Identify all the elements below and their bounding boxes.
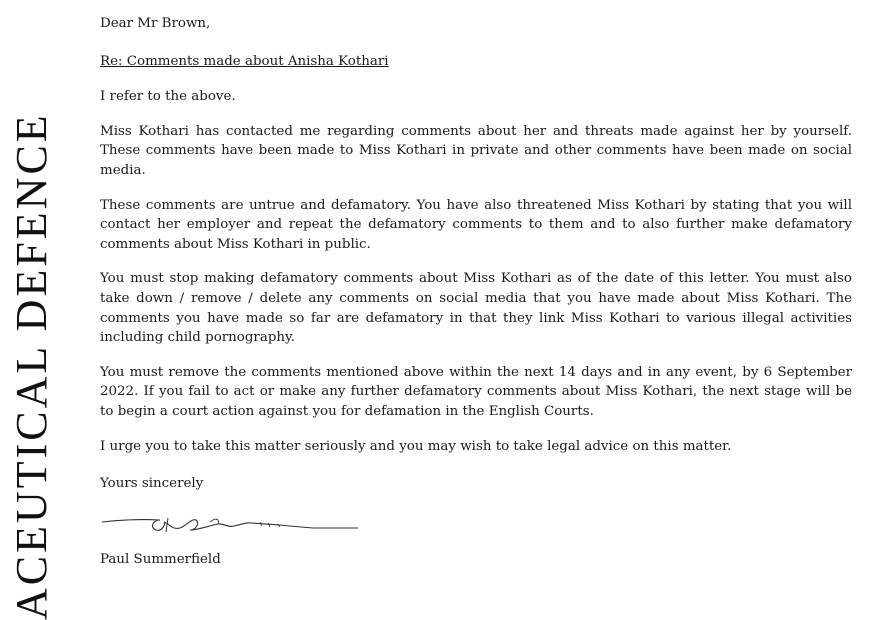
- paragraph: I refer to the above.: [100, 89, 236, 105]
- salutation: Dear Mr Brown,: [100, 16, 211, 31]
- paragraph: I urge you to take this matter seriously and you may wish to take legal advice on this matter.: [100, 438, 732, 454]
- letter-body: [100, 14, 852, 494]
- closing: Yours sincerely: [100, 476, 204, 492]
- paragraph: You must stop making defamatory comments about Miss Kothari as of the date of this letter. You must also take down / remove / delete any comments on social media that you have made about Miss Kothari. The comments you have made so far are defamatory in that they link Miss Kothari to various illegal activities including child pornography.: [100, 271, 852, 346]
- subject-line: Re: Comments made about Anisha Kothari: [100, 53, 389, 69]
- paragraph: Miss Kothari has contacted me regarding comments about her and threats made against her by yourself. These comments have been made to Miss Kothari in private and other comments have been made on social media.: [100, 123, 852, 178]
- handwritten-signature: [100, 508, 360, 540]
- vertical-brand-text: ACEUTICAL DEFENCE: [7, 112, 56, 620]
- paragraph: You must remove the comments mentioned above within the next 14 days and in any event, by 6 September 2022. If you fail to act or make any further defamatory comments about Miss Kothari, the next stage will be to begin a court action against you for defamation in the English Courts.: [100, 364, 852, 419]
- signatory-name: Paul Summerfield: [100, 552, 221, 567]
- paragraph: These comments are untrue and defamatory. You have also threatened Miss Kothari by stating that you will contact her employer and repeat the defamatory comments to them and to also further make defamatory comments about Miss Kothari in public.: [100, 197, 852, 252]
